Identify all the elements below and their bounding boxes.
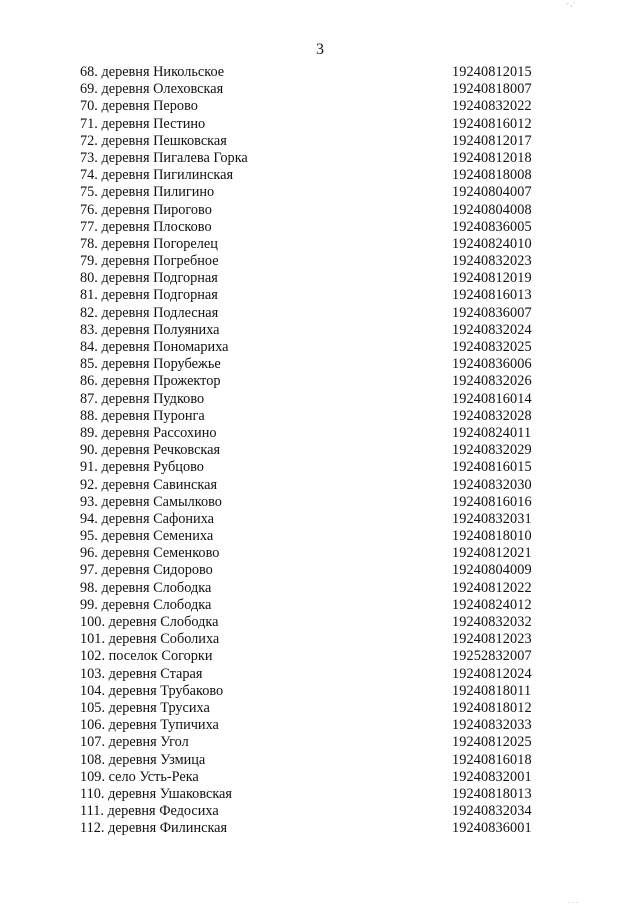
settlement-name: 111. деревня Федосиха: [80, 803, 219, 820]
settlement-name: 79. деревня Погребное: [80, 253, 219, 270]
list-item: [0, 562, 640, 579]
list-item: [0, 631, 640, 648]
settlement-code: 19240812024: [452, 665, 532, 682]
settlement-code: 19240818011: [452, 682, 532, 699]
list-item: [0, 717, 640, 734]
settlement-code: 19240832026: [452, 373, 532, 390]
settlement-name: 100. деревня Слободка: [80, 614, 219, 630]
settlement-list: [0, 64, 640, 837]
settlement-name: 92. деревня Савинская: [80, 476, 218, 493]
settlement-name: 104. деревня Трубаково: [80, 682, 224, 699]
list-item: [0, 305, 640, 322]
settlement-name: 71. деревня Пестино: [80, 115, 206, 132]
list-item: [0, 116, 640, 133]
list-item: [0, 459, 640, 476]
list-item: [0, 322, 640, 339]
settlement-name: 73. деревня Пигалева Горка: [80, 149, 248, 166]
settlement-code: 19240812023: [452, 631, 532, 648]
list-item: [0, 700, 640, 717]
settlement-code: 19240832024: [452, 321, 532, 338]
list-item: [0, 769, 640, 786]
settlement-code: 19240832025: [452, 339, 532, 355]
settlement-code: 19240832032: [452, 614, 532, 630]
settlement-code: 19240824011: [452, 424, 532, 441]
settlement-name: 84. деревня Пономариха: [80, 339, 229, 355]
list-item: [0, 391, 640, 408]
list-item: [0, 786, 640, 803]
settlement-name: 102. поселок Согорки: [80, 648, 213, 665]
settlement-name: 95. деревня Семениха: [80, 528, 214, 545]
scan-artifact-mark: - ,·: [566, 0, 576, 8]
settlement-name: 88. деревня Пуронга: [80, 407, 205, 424]
settlement-code: 19240812021: [452, 545, 532, 562]
settlement-code: 19240816013: [452, 287, 532, 304]
list-item: [0, 339, 640, 356]
settlement-name: 112. деревня Филинская: [80, 820, 228, 837]
settlement-code: 19240832028: [452, 407, 532, 424]
settlement-code: 19240818010: [452, 528, 532, 545]
settlement-name: 97. деревня Сидорово: [80, 562, 213, 579]
settlement-code: 19240818007: [452, 81, 532, 98]
list-item: [0, 81, 640, 98]
settlement-name: 110. деревня Ушаковская: [80, 785, 232, 802]
list-item: [0, 477, 640, 494]
settlement-code: 19240832029: [452, 442, 532, 459]
settlement-code: 19240832033: [452, 717, 532, 734]
settlement-name: 90. деревня Речковская: [80, 442, 221, 459]
settlement-code: 19240816018: [452, 751, 532, 768]
settlement-code: 19240812015: [452, 64, 532, 80]
list-item: [0, 287, 640, 304]
settlement-code: 19240832023: [452, 253, 532, 270]
settlement-code: 19240832031: [452, 510, 532, 527]
list-item: [0, 666, 640, 683]
settlement-code: 19240818008: [452, 167, 532, 184]
settlement-code: 19240824010: [452, 235, 532, 252]
settlement-code: 19240812017: [452, 132, 532, 149]
settlement-name: 103. деревня Старая: [80, 665, 203, 682]
settlement-code: 19240812019: [452, 270, 532, 287]
list-item: [0, 150, 640, 167]
list-item: [0, 236, 640, 253]
settlement-name: 68. деревня Никольское: [80, 64, 225, 80]
settlement-code: 19240836006: [452, 356, 532, 373]
list-item: [0, 597, 640, 614]
settlement-code: 19240804008: [452, 201, 532, 218]
settlement-code: 19240836007: [452, 304, 532, 321]
settlement-name: 83. деревня Полуяниха: [80, 321, 220, 338]
settlement-name: 76. деревня Пирогово: [80, 201, 212, 218]
page-number: 3: [316, 41, 324, 58]
settlement-code: 19240816012: [452, 115, 532, 132]
list-item: [0, 494, 640, 511]
scan-artifact-mark: . . .: [568, 896, 578, 905]
settlement-code: 19252832007: [452, 648, 532, 665]
list-item: [0, 356, 640, 373]
list-item: [0, 580, 640, 597]
list-item: [0, 219, 640, 236]
settlement-code: 19240818012: [452, 699, 532, 716]
settlement-name: 70. деревня Перово: [80, 98, 198, 115]
settlement-name: 109. село Усть-Река: [80, 768, 199, 785]
settlement-code: 19240812018: [452, 149, 532, 166]
list-item: [0, 98, 640, 115]
settlement-name: 107. деревня Угол: [80, 734, 189, 751]
settlement-code: 19240824012: [452, 596, 532, 613]
settlement-name: 99. деревня Слободка: [80, 596, 212, 613]
settlement-name: 74. деревня Пигилинская: [80, 167, 234, 184]
settlement-name: 87. деревня Пудково: [80, 390, 205, 407]
settlement-code: 19240816016: [452, 493, 532, 510]
list-item: [0, 803, 640, 820]
list-item: [0, 184, 640, 201]
settlement-name: 81. деревня Подгорная: [80, 287, 218, 304]
list-item: [0, 820, 640, 837]
list-item: [0, 752, 640, 769]
settlement-code: 19240836001: [452, 820, 532, 837]
settlement-name: 108. деревня Узмица: [80, 751, 206, 768]
settlement-name: 75. деревня Пилигино: [80, 184, 215, 201]
list-item: [0, 167, 640, 184]
settlement-code: 19240812025: [452, 734, 532, 751]
list-item: [0, 528, 640, 545]
settlement-code: 19240832001: [452, 768, 532, 785]
settlement-name: 93. деревня Самылково: [80, 493, 222, 510]
settlement-name: 89. деревня Рассохино: [80, 424, 217, 441]
list-item: [0, 64, 640, 81]
settlement-code: 19240832034: [452, 803, 532, 820]
settlement-code: 19240832022: [452, 98, 532, 115]
list-item: [0, 614, 640, 631]
list-item: [0, 408, 640, 425]
settlement-name: 101. деревня Соболиха: [80, 631, 220, 648]
settlement-name: 78. деревня Погорелец: [80, 235, 218, 252]
settlement-name: 69. деревня Олеховская: [80, 81, 224, 98]
list-item: [0, 373, 640, 390]
list-item: [0, 648, 640, 665]
settlement-code: 19240816014: [452, 390, 532, 407]
settlement-name: 86. деревня Прожектор: [80, 373, 221, 390]
list-item: [0, 253, 640, 270]
list-item: [0, 270, 640, 287]
list-item: [0, 133, 640, 150]
settlement-code: 19240804009: [452, 562, 532, 579]
settlement-name: 96. деревня Семенково: [80, 545, 220, 562]
settlement-code: 19240836005: [452, 218, 532, 235]
list-item: [0, 442, 640, 459]
settlement-name: 91. деревня Рубцово: [80, 459, 204, 476]
settlement-name: 98. деревня Слободка: [80, 579, 212, 596]
settlement-name: 82. деревня Подлесная: [80, 304, 219, 321]
settlement-name: 94. деревня Сафониха: [80, 510, 215, 527]
settlement-name: 85. деревня Порубежье: [80, 356, 221, 373]
list-item: [0, 425, 640, 442]
settlement-name: 77. деревня Плосково: [80, 218, 212, 235]
list-item: [0, 545, 640, 562]
list-item: [0, 734, 640, 751]
list-item: [0, 202, 640, 219]
list-item: [0, 683, 640, 700]
list-item: [0, 511, 640, 528]
settlement-code: 19240812022: [452, 579, 532, 596]
settlement-code: 19240832030: [452, 476, 532, 493]
settlement-name: 80. деревня Подгорная: [80, 270, 218, 287]
settlement-name: 105. деревня Трусиха: [80, 699, 210, 716]
settlement-code: 19240818013: [452, 785, 532, 802]
settlement-code: 19240804007: [452, 184, 532, 201]
settlement-code: 19240816015: [452, 459, 532, 476]
settlement-name: 72. деревня Пешковская: [80, 132, 227, 149]
settlement-name: 106. деревня Тупичиха: [80, 717, 219, 734]
